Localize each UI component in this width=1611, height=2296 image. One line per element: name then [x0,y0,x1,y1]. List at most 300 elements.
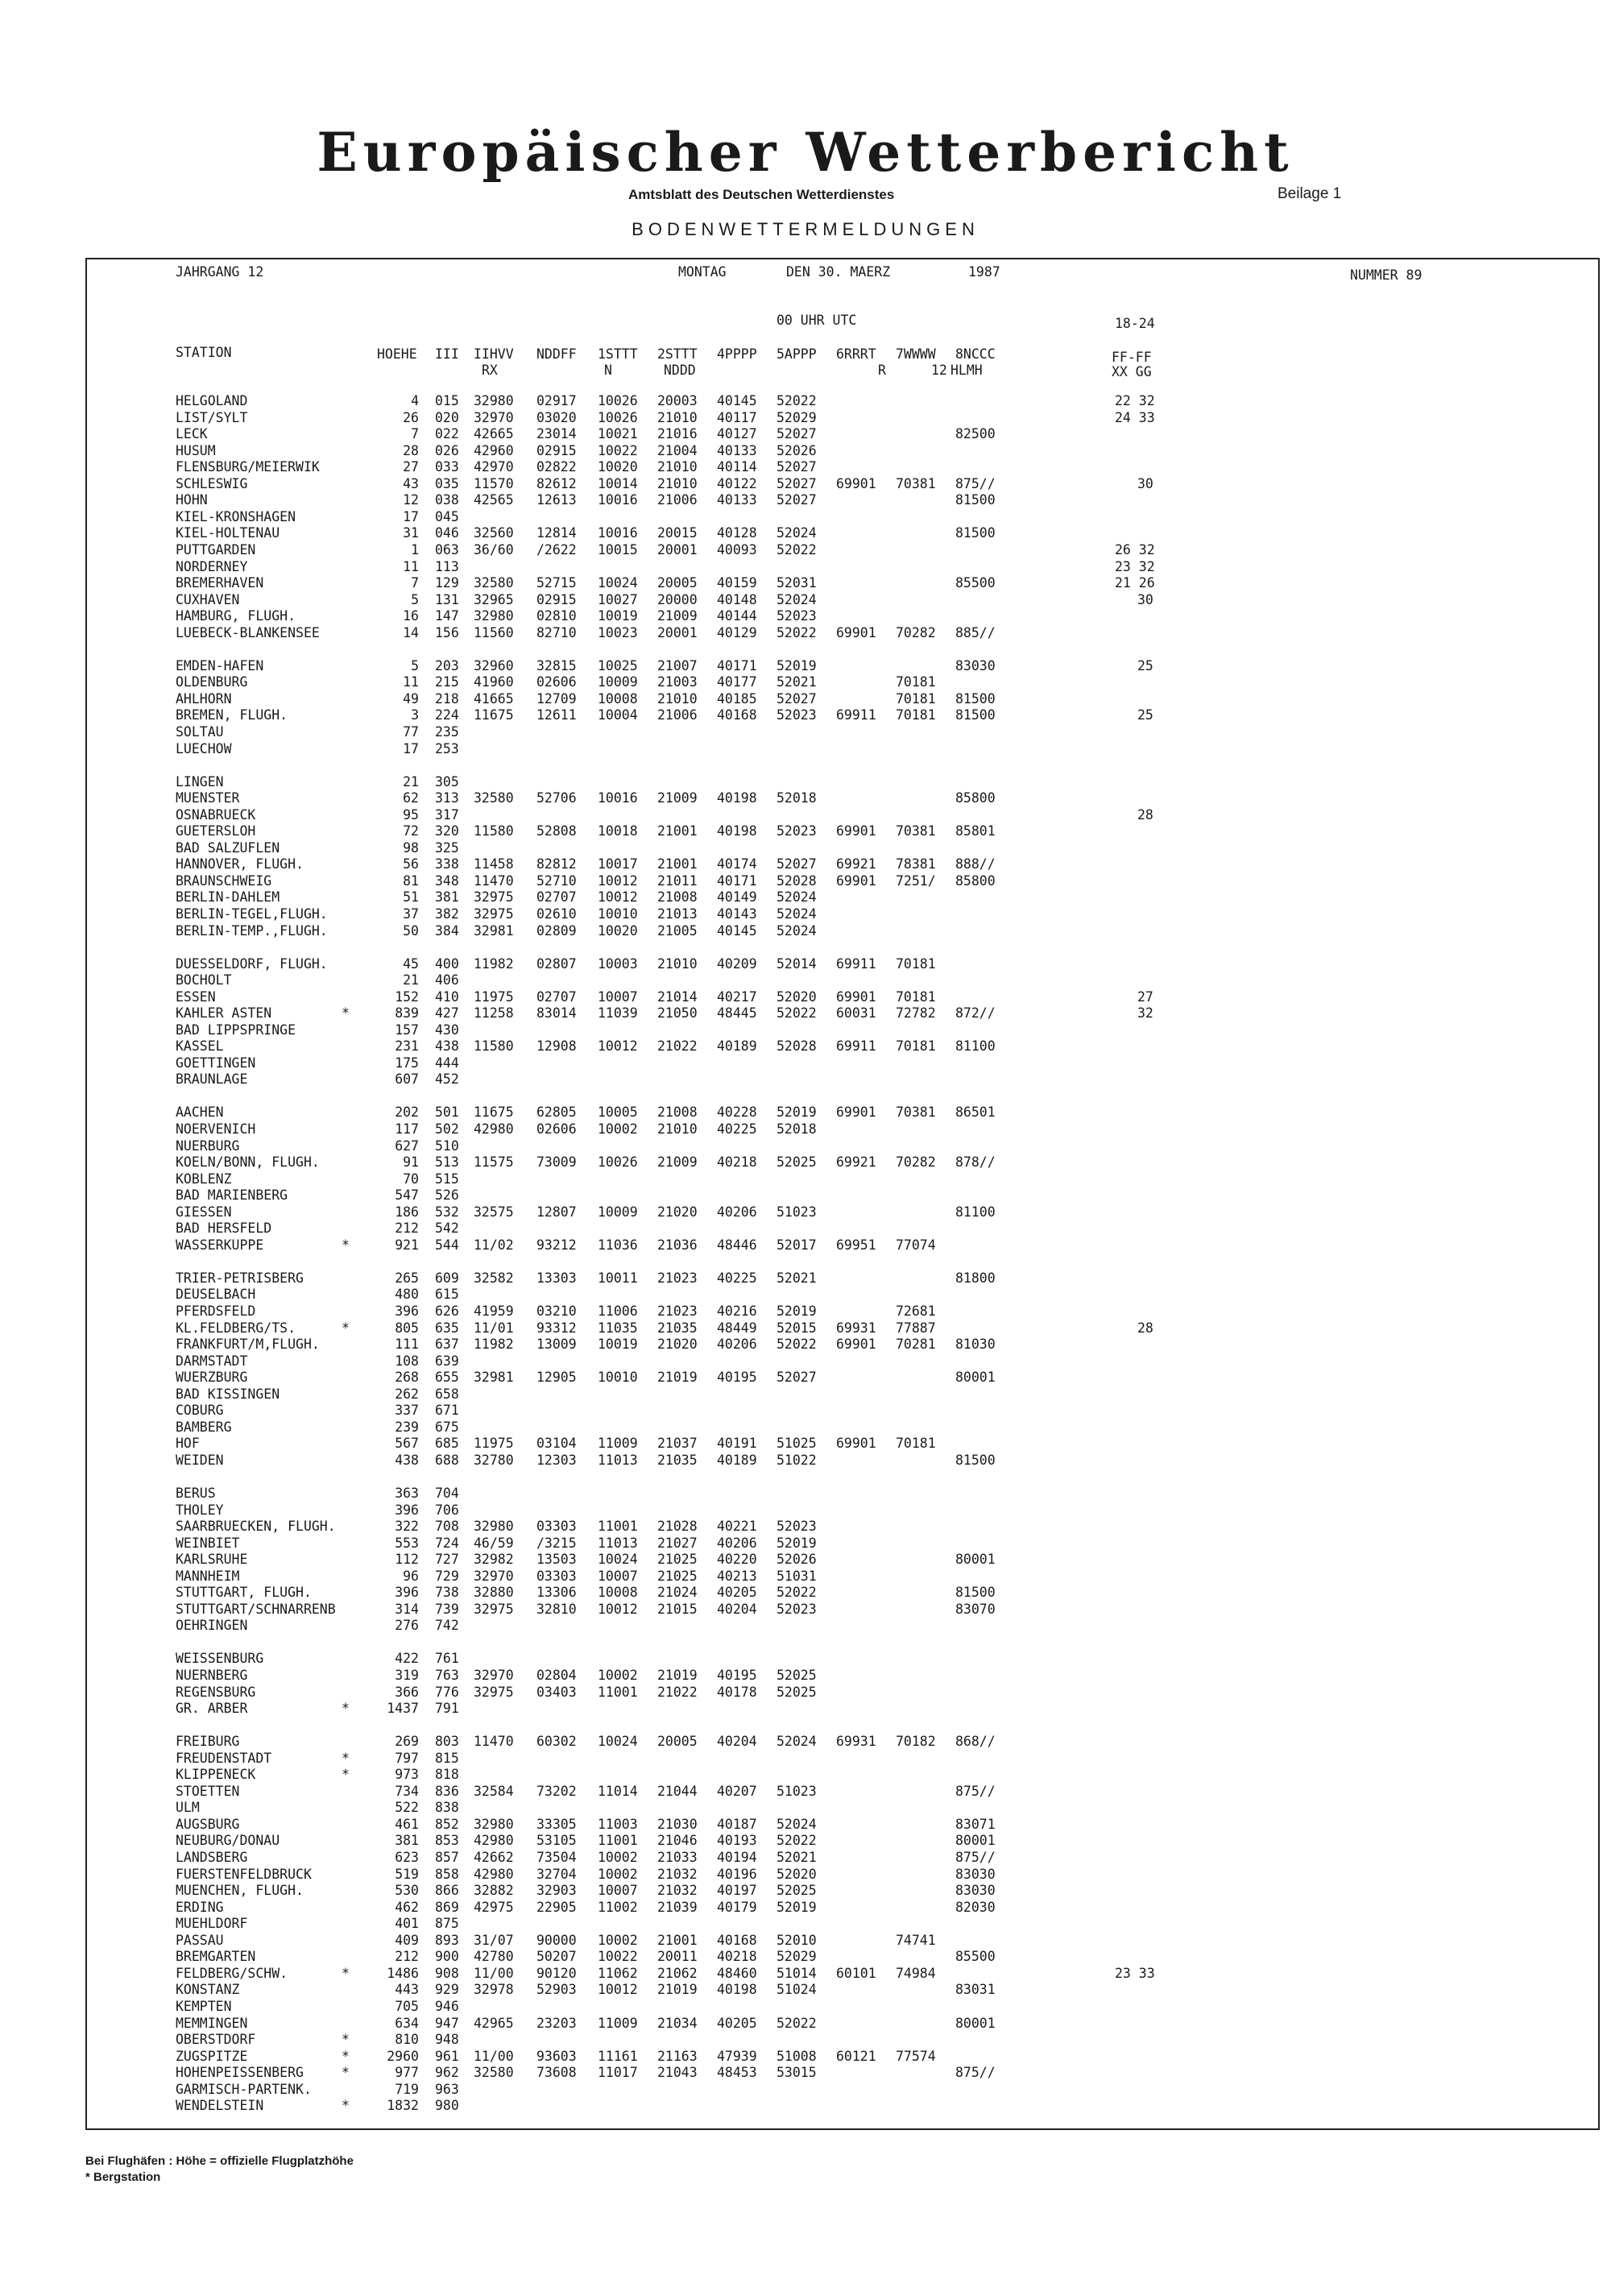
cell-iihvv: 32575 [474,1204,514,1220]
cell-c5: 51022 [777,1452,817,1468]
cell-star: * [342,2098,350,2114]
cell-iii: 515 [435,1171,459,1187]
cell-iii: 544 [435,1237,459,1253]
station-name: THOLEY [176,1502,224,1518]
cell-c9: 25 [1137,707,1153,723]
cell-c2: 21010 [657,955,698,972]
cell-c5: 52022 [777,541,817,557]
station-name: BERUS [176,1486,216,1501]
cell-c4: 40217 [717,988,757,1005]
observation-time: 00 UHR UTC [777,313,857,328]
cell-c6: 69931 [836,1320,876,1336]
table-row [0,840,1369,856]
cell-iihvv: 42975 [474,1899,514,1915]
cell-hoehe: 443 [395,1982,419,1998]
cell-iihvv: 32980 [474,608,514,624]
cell-c8: 80001 [955,2015,996,2031]
station-name: FELDBERG/SCHW. [176,1965,288,1981]
cell-c1: 11035 [598,1320,638,1336]
cell-c2: 21011 [657,872,698,889]
cell-iihvv: 32880 [474,1585,514,1601]
cell-c5: 52019 [777,1535,817,1551]
cell-iii: 400 [435,955,459,972]
cell-c1: 10003 [598,955,638,972]
cell-hoehe: 462 [395,1899,419,1915]
cell-iii: 791 [435,1701,459,1717]
cell-c8: 83070 [955,1601,996,1617]
table-row [0,1337,1369,1353]
cell-c5: 52021 [777,674,817,690]
cell-c7: 77887 [896,1320,936,1336]
table-row [0,1171,1369,1187]
cell-nddff: 12611 [536,707,577,723]
cell-hoehe: 480 [395,1287,419,1303]
cell-nddff: 03104 [536,1436,577,1452]
cell-nddff: 73504 [536,1850,577,1865]
cell-c4: 40194 [717,1850,757,1865]
col-hoehe: HOEHE [377,346,417,362]
cell-hoehe: 50 [403,922,419,939]
cell-c4: 40117 [717,409,757,425]
cell-iii: 948 [435,2032,459,2048]
cell-c4: 40114 [717,459,757,475]
date-label: DEN 30. MAERZ [786,264,891,280]
cell-iii: 320 [435,823,459,839]
cell-c8: 85800 [955,790,996,806]
cell-c5: 52024 [777,591,817,607]
cell-iihvv: 32970 [474,409,514,425]
cell-c1: 11009 [598,1436,638,1452]
cell-c9: 30 [1137,475,1153,491]
table-row [0,1138,1369,1154]
station-name: BAD MARIENBERG [176,1187,288,1204]
cell-hoehe: 111 [395,1337,419,1353]
cell-c7: 7251/ [896,872,936,889]
cell-c4: 40187 [717,1816,757,1832]
cell-c5: 52027 [777,426,817,442]
cell-c1: 11001 [598,1519,638,1535]
cell-c1: 10008 [598,690,638,707]
cell-c1: 10007 [598,1883,638,1899]
cell-c2: 21010 [657,1121,698,1137]
cell-iii: 203 [435,657,459,673]
cell-hoehe: 27 [403,459,419,475]
cell-nddff: 12905 [536,1370,577,1386]
cell-c1: 10004 [598,707,638,723]
station-name: STOETTEN [176,1783,240,1799]
cell-c4: 40206 [717,1535,757,1551]
cell-c8: 81500 [955,1585,996,1601]
cell-iii: 542 [435,1221,459,1237]
cell-nddff: 03303 [536,1519,577,1535]
cell-star: * [342,1320,350,1336]
cell-iihvv: 42665 [474,426,514,442]
table-row [0,2049,1369,2065]
cell-iihvv: 32882 [474,1883,514,1899]
cell-c1: 10019 [598,1337,638,1353]
cell-nddff: 60302 [536,1734,577,1750]
station-name: HOHENPEISSENBERG [176,2065,304,2081]
cell-c5: 52010 [777,1932,817,1948]
footnote-mountain: * Bergstation [85,2170,161,2184]
cell-hoehe: 438 [395,1452,419,1468]
station-name: MANNHEIM [176,1568,240,1584]
cell-hoehe: 461 [395,1816,419,1832]
cell-hoehe: 396 [395,1585,419,1601]
cell-iii: 113 [435,558,459,574]
station-name: BOCHOLT [176,972,232,988]
cell-hoehe: 547 [395,1187,419,1204]
cell-c8: 885// [955,624,996,640]
cell-iihvv: 41960 [474,674,514,690]
cell-c4: 48453 [717,2065,757,2081]
cell-nddff: 02810 [536,608,577,624]
cell-iihvv: 42960 [474,442,514,458]
cell-iihvv: 11/00 [474,2048,514,2064]
table-row [0,906,1369,922]
cell-c8: 81500 [955,492,996,508]
cell-c8: 83030 [955,657,996,673]
cell-c2: 20015 [657,525,698,541]
cell-c8: 83030 [955,1866,996,1882]
cell-c8: 875// [955,1850,996,1865]
cell-star: * [342,1701,350,1717]
station-name: KOELN/BONN, FLUGH. [176,1154,320,1171]
cell-c1: 11003 [598,1816,638,1832]
cell-star: * [342,2032,350,2048]
cell-nddff: 52715 [536,575,577,591]
cell-c7: 70281 [896,1337,936,1353]
cell-iii: 838 [435,1800,459,1816]
cell-c4: 47939 [717,2048,757,2064]
cell-iii: 384 [435,922,459,939]
table-row [0,542,1369,558]
cell-iii: 946 [435,1998,459,2014]
cell-hoehe: 231 [395,1038,419,1055]
cell-nddff: 73009 [536,1154,577,1171]
cell-hoehe: 212 [395,1221,419,1237]
cell-nddff: 13009 [536,1337,577,1353]
cell-c7: 70181 [896,707,936,723]
cell-c5: 52025 [777,1883,817,1899]
cell-c5: 52028 [777,1038,817,1055]
cell-c1: 11062 [598,1965,638,1981]
table-row [0,1784,1369,1800]
table-row [0,2032,1369,2048]
cell-iii: 218 [435,690,459,707]
cell-c7: 70182 [896,1734,936,1750]
cell-c9: 32 [1137,1005,1153,1022]
cell-c2: 21022 [657,1684,698,1700]
cell-c5: 52024 [777,1734,817,1750]
cell-c2: 21008 [657,889,698,906]
cell-c6: 69931 [836,1734,876,1750]
cell-c2: 21035 [657,1452,698,1468]
station-name: HUSUM [176,442,216,458]
station-name: ZUGSPITZE [176,2048,248,2064]
cell-c5: 53015 [777,2065,817,2081]
cell-c2: 21033 [657,1850,698,1865]
cell-c1: 10016 [598,492,638,508]
cell-iii: 325 [435,839,459,856]
cell-c1: 10007 [598,988,638,1005]
table-row [0,2016,1369,2032]
station-name: BAD KISSINGEN [176,1386,280,1402]
cell-iii: 038 [435,492,459,508]
cell-c9: 27 [1137,988,1153,1005]
cell-c2: 21022 [657,1038,698,1055]
station-name: NOERVENICH [176,1121,256,1137]
cell-c7: 70381 [896,1104,936,1121]
cell-c2: 21005 [657,922,698,939]
cell-c4: 40127 [717,426,757,442]
table-row [0,1370,1369,1386]
station-name: BERLIN-DAHLEM [176,889,280,906]
cell-c2: 21006 [657,492,698,508]
cell-iii: 637 [435,1337,459,1353]
cell-hoehe: 37 [403,906,419,922]
station-name: BAD HERSFELD [176,1221,272,1237]
table-row [0,1734,1369,1750]
cell-iii: 980 [435,2098,459,2114]
cell-iihvv: 32978 [474,1982,514,1998]
cell-hoehe: 43 [403,475,419,491]
cell-c1: 10025 [598,657,638,673]
cell-c6: 69921 [836,1154,876,1171]
cell-c4: 40168 [717,1932,757,1948]
cell-hoehe: 51 [403,889,419,906]
cell-iii: 015 [435,393,459,408]
cell-nddff: 82812 [536,856,577,872]
cell-c4: 40189 [717,1038,757,1055]
cell-hoehe: 28 [403,442,419,458]
cell-c1: 11001 [598,1684,638,1700]
cell-c4: 40122 [717,475,757,491]
cell-c7: 70381 [896,475,936,491]
cell-nddff: 23203 [536,2015,577,2031]
cell-c1: 10009 [598,674,638,690]
station-name: BREMERHAVEN [176,575,264,591]
table-row [0,1386,1369,1403]
cell-c2: 21044 [657,1783,698,1799]
cell-c1: 10012 [598,889,638,906]
cell-c2: 21034 [657,2015,698,2031]
cell-c7: 70181 [896,955,936,972]
cell-nddff: 32810 [536,1601,577,1617]
cell-c1: 10020 [598,922,638,939]
cell-c4: 40171 [717,872,757,889]
cell-iii: 961 [435,2048,459,2064]
cell-iihvv: 42980 [474,1866,514,1882]
cell-iii: 803 [435,1734,459,1750]
station-name: BRAUNLAGE [176,1071,248,1088]
station-name: HAMBURG, FLUGH. [176,608,296,624]
cell-iihvv: 11470 [474,872,514,889]
station-name: KARLSRUHE [176,1552,248,1568]
period-label: 18-24 [1115,316,1155,331]
cell-star: * [342,1750,350,1766]
table-row [0,1933,1369,1949]
station-name: BRAUNSCHWEIG [176,872,272,889]
cell-c1: 10008 [598,1585,638,1601]
cell-iihvv: 32580 [474,575,514,591]
station-name: STUTTGART/SCHNARRENB [176,1601,336,1617]
cell-c7: 70282 [896,624,936,640]
station-name: HOHN [176,492,208,508]
cell-c4: 40195 [717,1668,757,1683]
cell-star: * [342,1237,350,1253]
station-name: ERDING [176,1899,224,1915]
col-iihvv: IIHVV [474,346,514,362]
cell-hoehe: 810 [395,2032,419,2048]
cell-iihvv: 11982 [474,1337,514,1353]
cell-iii: 381 [435,889,459,906]
cell-iihvv: 41665 [474,690,514,707]
cell-iii: 738 [435,1585,459,1601]
cell-hoehe: 396 [395,1502,419,1518]
cell-nddff: 22905 [536,1899,577,1915]
cell-c6: 69901 [836,823,876,839]
cell-iihvv: 11580 [474,823,514,839]
cell-iihvv: 32975 [474,1601,514,1617]
table-row [0,459,1369,475]
cell-c4: 40133 [717,492,757,508]
cell-iihvv: 11258 [474,1005,514,1022]
cell-c8: 80001 [955,1370,996,1386]
station-name: DUESSELDORF, FLUGH. [176,955,328,972]
cell-hoehe: 3 [411,707,419,723]
cell-hoehe: 14 [403,624,419,640]
station-name: GIESSEN [176,1204,232,1220]
table-row [0,1270,1369,1287]
cell-iii: 962 [435,2065,459,2081]
cell-c9: 24 33 [1115,409,1155,425]
cell-hoehe: 112 [395,1552,419,1568]
cell-c1: 10009 [598,1204,638,1220]
cell-hoehe: 409 [395,1932,419,1948]
cell-c9: 22 32 [1115,393,1155,408]
cell-c6: 69901 [836,988,876,1005]
cell-iii: 836 [435,1783,459,1799]
cell-iii: 532 [435,1204,459,1220]
cell-iii: 526 [435,1187,459,1204]
station-name: MUENSTER [176,790,240,806]
cell-nddff: 52706 [536,790,577,806]
station-name: DEUSELBACH [176,1287,256,1303]
cell-iii: 313 [435,790,459,806]
cell-c7: 77574 [896,2048,936,2064]
cell-c8: 878// [955,1154,996,1171]
table-row [0,674,1369,690]
cell-nddff: 52903 [536,1982,577,1998]
cell-c8: 85500 [955,1949,996,1965]
cell-hoehe: 70 [403,1171,419,1187]
cell-iii: 853 [435,1833,459,1849]
cell-hoehe: 175 [395,1055,419,1071]
cell-iihvv: 11575 [474,1154,514,1171]
cell-iii: 893 [435,1932,459,1948]
cell-nddff: 83014 [536,1005,577,1022]
cell-c4: 40225 [717,1270,757,1286]
cell-nddff: 12303 [536,1452,577,1468]
cell-c5: 51024 [777,1982,817,1998]
cell-iii: 776 [435,1684,459,1700]
station-name: FREUDENSTADT [176,1750,272,1766]
cell-nddff: 12709 [536,690,577,707]
cell-c8: 81500 [955,690,996,707]
station-name: NORDERNEY [176,558,248,574]
station-name: ESSEN [176,988,216,1005]
cell-c1: 11006 [598,1303,638,1319]
cell-c2: 20001 [657,541,698,557]
cell-c4: 40195 [717,1370,757,1386]
table-row [0,889,1369,906]
cell-iihvv: 32960 [474,657,514,673]
cell-iii: 338 [435,856,459,872]
cell-iii: 235 [435,723,459,740]
cell-hoehe: 45 [403,955,419,972]
cell-c5: 52022 [777,1833,817,1849]
table-row [0,1519,1369,1535]
cell-hoehe: 77 [403,723,419,740]
station-name: WEIDEN [176,1452,224,1468]
table-row [0,1038,1369,1055]
cell-iii: 724 [435,1535,459,1551]
cell-hoehe: 396 [395,1303,419,1319]
table-row [0,658,1369,674]
cell-c9: 28 [1137,1320,1153,1336]
station-name: AACHEN [176,1104,224,1121]
cell-c2: 20003 [657,393,698,408]
cell-nddff: 50207 [536,1949,577,1965]
cell-c5: 52024 [777,525,817,541]
table-row [0,410,1369,426]
table-row [0,1685,1369,1701]
cell-c5: 51023 [777,1204,817,1220]
cell-c7: 70181 [896,988,936,1005]
cell-iihvv: 32980 [474,393,514,408]
table-row [0,2098,1369,2114]
cell-c5: 52029 [777,409,817,425]
cell-c8: 872// [955,1005,996,1022]
table-row [0,1453,1369,1469]
cell-nddff: 12613 [536,492,577,508]
cell-nddff: /3215 [536,1535,577,1551]
cell-c4: 40185 [717,690,757,707]
cell-iii: 900 [435,1949,459,1965]
station-name: LANDSBERG [176,1850,248,1865]
col-5appp: 5APPP [777,346,817,362]
cell-iii: 033 [435,459,459,475]
cell-c1: 11014 [598,1783,638,1799]
table-row [0,1237,1369,1254]
table-row [0,1221,1369,1237]
cell-c2: 20011 [657,1949,698,1965]
cell-c4: 40205 [717,2015,757,2031]
station-name: OBERSTDORF [176,2032,256,2048]
table-row [0,1005,1369,1022]
footnote-airports: Bei Flughäfen : Höhe = offizielle Flugplatzhöhe [85,2154,354,2168]
cell-hoehe: 5 [411,591,419,607]
table-row [0,989,1369,1005]
cell-c4: 40207 [717,1783,757,1799]
table-row [0,1569,1369,1585]
cell-iihvv: 46/59 [474,1535,514,1551]
cell-c1: 10002 [598,1121,638,1137]
cell-hoehe: 11 [403,558,419,574]
cell-c4: 48446 [717,1237,757,1253]
cell-c1: 10016 [598,525,638,541]
